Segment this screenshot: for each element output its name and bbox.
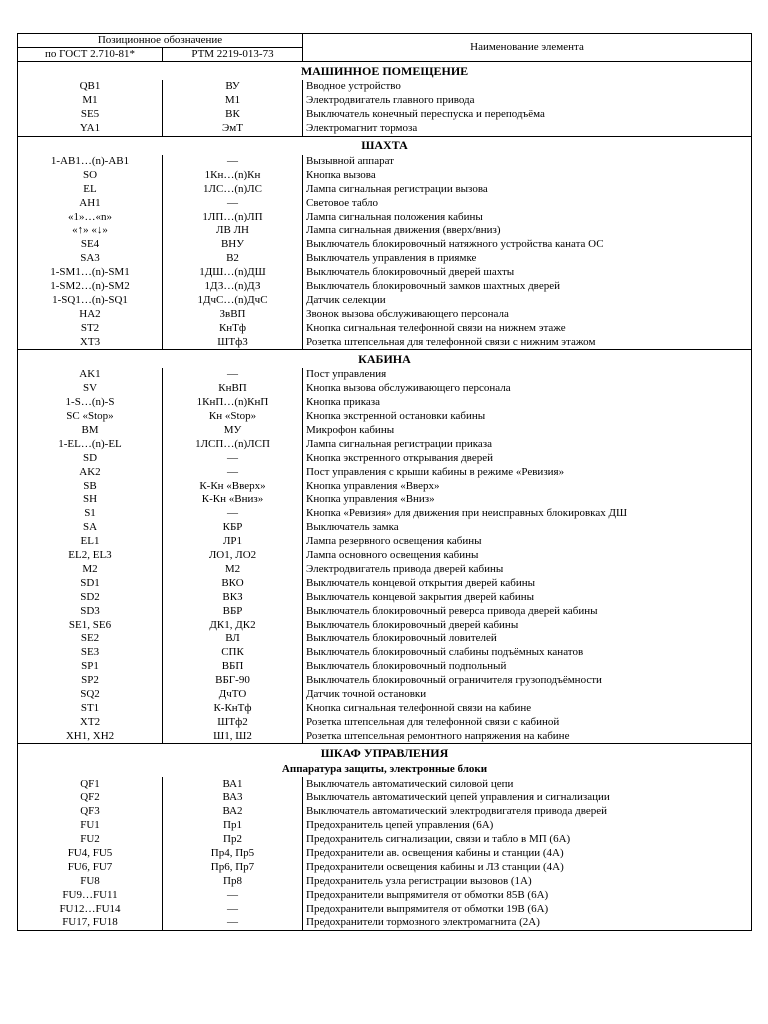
element-name-cell: Кнопка управления «Вниз» (303, 493, 752, 507)
gost-designation-cell: SE4 (18, 238, 163, 252)
table-row (18, 293, 752, 307)
element-name-cell: Выключатель замка (303, 521, 752, 535)
table-row (18, 715, 752, 729)
gost-designation-cell: XT2 (18, 715, 163, 729)
table-row (18, 521, 752, 535)
table-row (18, 535, 752, 549)
rtm-designation-cell: ВБП (163, 660, 303, 674)
rtm-designation-cell: ЛВ ЛН (163, 224, 303, 238)
table-row (18, 590, 752, 604)
rtm-designation-cell: ВБГ-90 (163, 674, 303, 688)
section-title: ШАХТА (18, 136, 752, 155)
gost-designation-cell: SQ2 (18, 688, 163, 702)
table-row (18, 410, 752, 424)
section-title: ШКАФ УПРАВЛЕНИЯ (18, 744, 752, 763)
gost-designation-cell: 1-S…(n)-S (18, 396, 163, 410)
element-name-cell: Датчик селекции (303, 293, 752, 307)
subsection-title: Аппаратура защиты, электронные блоки (18, 762, 752, 777)
rtm-designation-cell: ВА3 (163, 791, 303, 805)
table-row (18, 280, 752, 294)
element-name-cell: Вводное устройство (303, 80, 752, 94)
rtm-designation-cell: Пр1 (163, 819, 303, 833)
element-name-cell: Кнопка сигнальная телефонной связи на нижнем этаже (303, 321, 752, 335)
gost-designation-cell: 1-AB1…(n)-AB1 (18, 155, 163, 169)
rtm-designation-cell: Кн «Stop» (163, 410, 303, 424)
element-name-cell: Предохранитель узла регистрации вызовов (1А) (303, 874, 752, 888)
table-row (18, 108, 752, 122)
element-name-cell: Лампа сигнальная движения (вверх/вниз) (303, 224, 752, 238)
gost-designation-cell: AH1 (18, 196, 163, 210)
gost-designation-cell: SB (18, 479, 163, 493)
rtm-designation-cell: Ш1, Ш2 (163, 729, 303, 743)
gost-designation-cell: BM (18, 424, 163, 438)
gost-designation-cell: FU17, FU18 (18, 916, 163, 930)
element-name-cell: Предохранители ав. освещения кабины и станции (4А) (303, 847, 752, 861)
rtm-designation-cell: ДчТО (163, 688, 303, 702)
gost-designation-cell: QF1 (18, 777, 163, 791)
element-name-cell: Выключатель блокировочный натяжного устройства каната ОС (303, 238, 752, 252)
rtm-designation-cell: ЗвВП (163, 307, 303, 321)
table-row (18, 252, 752, 266)
gost-designation-cell: FU1 (18, 819, 163, 833)
table-row (18, 618, 752, 632)
section-heading-row (18, 744, 752, 763)
gost-designation-cell: SA (18, 521, 163, 535)
gost-designation-cell: XT3 (18, 335, 163, 349)
element-name-cell: Предохранители выпрямителя от обмотки 85В (6А) (303, 888, 752, 902)
element-name-cell: Выключатель блокировочный ловителей (303, 632, 752, 646)
gost-designation-cell: FU9…FU11 (18, 888, 163, 902)
element-name-cell: Предохранители тормозного электромагнита (2А) (303, 916, 752, 930)
gost-designation-cell: M2 (18, 563, 163, 577)
table-row (18, 604, 752, 618)
rtm-designation-cell: ВЛ (163, 632, 303, 646)
gost-designation-cell: SD1 (18, 576, 163, 590)
element-name-cell: Выключатель конечный переспуска и переподъёма (303, 108, 752, 122)
element-name-cell: Выключатель концевой открытия дверей кабины (303, 576, 752, 590)
specification-document (17, 33, 751, 931)
table-row (18, 238, 752, 252)
element-name-cell: Вызывной аппарат (303, 155, 752, 169)
element-name-cell: Лампа основного освещения кабины (303, 549, 752, 563)
table-row (18, 94, 752, 108)
gost-designation-cell: SP2 (18, 674, 163, 688)
rtm-designation-cell: ЛР1 (163, 535, 303, 549)
table-row (18, 182, 752, 196)
gost-designation-cell: ST1 (18, 701, 163, 715)
section-title: МАШИННОЕ ПОМЕЩЕНИЕ (18, 62, 752, 81)
element-name-cell: Звонок вызова обслуживающего персонала (303, 307, 752, 321)
gost-designation-cell: FU12…FU14 (18, 902, 163, 916)
element-name-cell: Кнопка управления «Вверх» (303, 479, 752, 493)
table-row (18, 646, 752, 660)
table-row (18, 549, 752, 563)
gost-designation-cell: 1-SM2…(n)-SM2 (18, 280, 163, 294)
rtm-column-header: РТМ 2219-013-73 (163, 48, 303, 62)
rtm-designation-cell: 1ДШ…(n)ДШ (163, 266, 303, 280)
table-row (18, 902, 752, 916)
rtm-designation-cell: ЛО1, ЛО2 (163, 549, 303, 563)
rtm-designation-cell: ВК (163, 108, 303, 122)
rtm-designation-cell: — (163, 368, 303, 382)
rtm-designation-cell: Пр2 (163, 833, 303, 847)
gost-designation-cell: «↑» «↓» (18, 224, 163, 238)
element-name-cell: Розетка штепсельная ремонтного напряжения на кабине (303, 729, 752, 743)
element-name-cell: Выключатель блокировочный реверса привода дверей кабины (303, 604, 752, 618)
gost-designation-cell: «1»…«n» (18, 210, 163, 224)
rtm-designation-cell: 1ЛП…(n)ЛП (163, 210, 303, 224)
gost-designation-cell: SA3 (18, 252, 163, 266)
rtm-designation-cell: Пр4, Пр5 (163, 847, 303, 861)
table-row (18, 396, 752, 410)
rtm-designation-cell: ВКО (163, 576, 303, 590)
rtm-designation-cell: ВА1 (163, 777, 303, 791)
element-name-cell: Лампа резервного освещения кабины (303, 535, 752, 549)
gost-designation-cell: SD2 (18, 590, 163, 604)
rtm-designation-cell: — (163, 451, 303, 465)
section-heading-row (18, 350, 752, 369)
element-name-cell: Кнопка вызова (303, 168, 752, 182)
element-name-cell: Микрофон кабины (303, 424, 752, 438)
table-row (18, 122, 752, 136)
rtm-designation-cell: — (163, 888, 303, 902)
table-row (18, 819, 752, 833)
gost-designation-cell: SE1, SE6 (18, 618, 163, 632)
gost-column-header: по ГОСТ 2.710-81* (18, 48, 163, 62)
gost-designation-cell: QB1 (18, 80, 163, 94)
table-row (18, 335, 752, 349)
table-row (18, 224, 752, 238)
rtm-designation-cell: 1Кн…(n)Кн (163, 168, 303, 182)
gost-designation-cell: 1-SQ1…(n)-SQ1 (18, 293, 163, 307)
rtm-designation-cell: M2 (163, 563, 303, 577)
element-name-cell: Выключатель концевой закрытия дверей кабины (303, 590, 752, 604)
element-name-cell: Пост управления с крыши кабины в режиме «Ревизия» (303, 465, 752, 479)
element-name-cell: Предохранители освещения кабины и ЛЗ станции (4А) (303, 860, 752, 874)
element-name-cell: Кнопка вызова обслуживающего персонала (303, 382, 752, 396)
table-row (18, 321, 752, 335)
element-name-cell: Выключатель автоматический силовой цепи (303, 777, 752, 791)
table-row (18, 777, 752, 791)
gost-designation-cell: QF2 (18, 791, 163, 805)
table-row (18, 155, 752, 169)
table-row (18, 688, 752, 702)
table-row (18, 507, 752, 521)
gost-designation-cell: SE3 (18, 646, 163, 660)
gost-designation-cell: FU6, FU7 (18, 860, 163, 874)
gost-designation-cell: FU4, FU5 (18, 847, 163, 861)
table-row (18, 210, 752, 224)
table-header-row (18, 34, 752, 48)
rtm-designation-cell: Пр6, Пр7 (163, 860, 303, 874)
element-name-cell: Кнопка экстренного открывания дверей (303, 451, 752, 465)
gost-designation-cell: SO (18, 168, 163, 182)
gost-designation-cell: SE2 (18, 632, 163, 646)
table-row (18, 847, 752, 861)
gost-designation-cell: XH1, XH2 (18, 729, 163, 743)
rtm-designation-cell: ШТф3 (163, 335, 303, 349)
gost-designation-cell: EL1 (18, 535, 163, 549)
element-name-cell: Электродвигатель главного привода (303, 94, 752, 108)
element-name-cell: Кнопка «Ревизия» для движения при неисправных блокировках ДШ (303, 507, 752, 521)
table-row (18, 888, 752, 902)
gost-designation-cell: M1 (18, 94, 163, 108)
element-name-cell: Предохранитель сигнализации, связи и табло в МП (6А) (303, 833, 752, 847)
element-name-cell: Предохранитель цепей управления (6А) (303, 819, 752, 833)
element-name-cell: Электродвигатель привода дверей кабины (303, 563, 752, 577)
element-name-cell: Кнопка сигнальная телефонной связи на кабине (303, 701, 752, 715)
gost-designation-cell: EL (18, 182, 163, 196)
table-row (18, 479, 752, 493)
table-row (18, 874, 752, 888)
element-name-cell: Световое табло (303, 196, 752, 210)
table-row (18, 833, 752, 847)
gost-designation-cell: SD (18, 451, 163, 465)
gost-designation-cell: SE5 (18, 108, 163, 122)
table-row (18, 791, 752, 805)
rtm-designation-cell: — (163, 465, 303, 479)
gost-designation-cell: EL2, EL3 (18, 549, 163, 563)
rtm-designation-cell: ВБР (163, 604, 303, 618)
rtm-designation-cell: КБР (163, 521, 303, 535)
rtm-designation-cell: ВУ (163, 80, 303, 94)
element-name-cell: Датчик точной остановки (303, 688, 752, 702)
element-name-cell: Предохранители выпрямителя от обмотки 19В (6А) (303, 902, 752, 916)
gost-designation-cell: S1 (18, 507, 163, 521)
rtm-designation-cell: M1 (163, 94, 303, 108)
table-row (18, 701, 752, 715)
element-name-cell: Выключатель управления в приямке (303, 252, 752, 266)
element-name-header: Наименование элемента (303, 34, 752, 62)
section-title: КАБИНА (18, 350, 752, 369)
rtm-designation-cell: В2 (163, 252, 303, 266)
gost-designation-cell: YA1 (18, 122, 163, 136)
table-row (18, 382, 752, 396)
gost-designation-cell: 1-SM1…(n)-SM1 (18, 266, 163, 280)
rtm-designation-cell: 1ЛСП…(n)ЛСП (163, 437, 303, 451)
table-row (18, 451, 752, 465)
rtm-designation-cell: 1ДчС…(n)ДчС (163, 293, 303, 307)
gost-designation-cell: SC «Stop» (18, 410, 163, 424)
rtm-designation-cell: К-Кн «Вниз» (163, 493, 303, 507)
rtm-designation-cell: МУ (163, 424, 303, 438)
element-name-cell: Выключатель блокировочный слабины подъёмных канатов (303, 646, 752, 660)
element-designation-table (17, 33, 752, 931)
gost-designation-cell: SD3 (18, 604, 163, 618)
section-heading-row (18, 136, 752, 155)
gost-designation-cell: FU2 (18, 833, 163, 847)
rtm-designation-cell: ВКЗ (163, 590, 303, 604)
element-name-cell: Лампа сигнальная регистрации приказа (303, 437, 752, 451)
table-row (18, 424, 752, 438)
section-heading-row (18, 62, 752, 81)
table-row (18, 805, 752, 819)
element-name-cell: Розетка штепсельная для телефонной связи с нижним этажом (303, 335, 752, 349)
element-name-cell: Кнопка экстренной остановки кабины (303, 410, 752, 424)
table-row (18, 307, 752, 321)
table-row (18, 493, 752, 507)
table-row (18, 860, 752, 874)
gost-designation-cell: FU8 (18, 874, 163, 888)
element-name-cell: Выключатель блокировочный дверей шахты (303, 266, 752, 280)
rtm-designation-cell: СПК (163, 646, 303, 660)
table-row (18, 916, 752, 930)
element-name-cell: Выключатель автоматический электродвигателя привода дверей (303, 805, 752, 819)
element-name-cell: Розетка штепсельная для телефонной связи с кабиной (303, 715, 752, 729)
element-name-cell: Выключатель блокировочный замков шахтных дверей (303, 280, 752, 294)
gost-designation-cell: HA2 (18, 307, 163, 321)
rtm-designation-cell: 1ДЗ…(n)ДЗ (163, 280, 303, 294)
rtm-designation-cell: КнВП (163, 382, 303, 396)
table-row (18, 729, 752, 743)
rtm-designation-cell: КнТф (163, 321, 303, 335)
rtm-designation-cell: — (163, 155, 303, 169)
table-row (18, 465, 752, 479)
rtm-designation-cell: ЭмТ (163, 122, 303, 136)
table-row (18, 576, 752, 590)
table-row (18, 168, 752, 182)
rtm-designation-cell: Пр8 (163, 874, 303, 888)
table-row (18, 368, 752, 382)
element-name-cell: Выключатель блокировочный подпольный (303, 660, 752, 674)
rtm-designation-cell: — (163, 902, 303, 916)
table-row (18, 660, 752, 674)
element-name-cell: Выключатель автоматический цепей управления и сигнализации (303, 791, 752, 805)
rtm-designation-cell: — (163, 196, 303, 210)
gost-designation-cell: SV (18, 382, 163, 396)
element-name-cell: Выключатель блокировочный дверей кабины (303, 618, 752, 632)
element-name-cell: Лампа сигнальная регистрации вызова (303, 182, 752, 196)
table-row (18, 563, 752, 577)
gost-designation-cell: AK1 (18, 368, 163, 382)
table-row (18, 437, 752, 451)
rtm-designation-cell: ВНУ (163, 238, 303, 252)
table-row (18, 632, 752, 646)
position-designation-header: Позиционное обозначение (18, 34, 303, 48)
gost-designation-cell: SH (18, 493, 163, 507)
gost-designation-cell: QF3 (18, 805, 163, 819)
element-name-cell: Пост управления (303, 368, 752, 382)
gost-designation-cell: ST2 (18, 321, 163, 335)
rtm-designation-cell: ШТф2 (163, 715, 303, 729)
table-row (18, 196, 752, 210)
rtm-designation-cell: 1ЛС…(n)ЛС (163, 182, 303, 196)
rtm-designation-cell: К-КнТф (163, 701, 303, 715)
rtm-designation-cell: — (163, 507, 303, 521)
gost-designation-cell: AK2 (18, 465, 163, 479)
table-row (18, 80, 752, 94)
rtm-designation-cell: ДК1, ДК2 (163, 618, 303, 632)
rtm-designation-cell: — (163, 916, 303, 930)
table-row (18, 674, 752, 688)
rtm-designation-cell: 1КнП…(n)КнП (163, 396, 303, 410)
element-name-cell: Лампа сигнальная положения кабины (303, 210, 752, 224)
element-name-cell: Электромагнит тормоза (303, 122, 752, 136)
gost-designation-cell: 1-EL…(n)-EL (18, 437, 163, 451)
rtm-designation-cell: ВА2 (163, 805, 303, 819)
table-row (18, 266, 752, 280)
rtm-designation-cell: К-Кн «Вверх» (163, 479, 303, 493)
element-name-cell: Кнопка приказа (303, 396, 752, 410)
element-name-cell: Выключатель блокировочный ограничителя грузоподъёмности (303, 674, 752, 688)
gost-designation-cell: SP1 (18, 660, 163, 674)
subsection-heading-row (18, 762, 752, 777)
